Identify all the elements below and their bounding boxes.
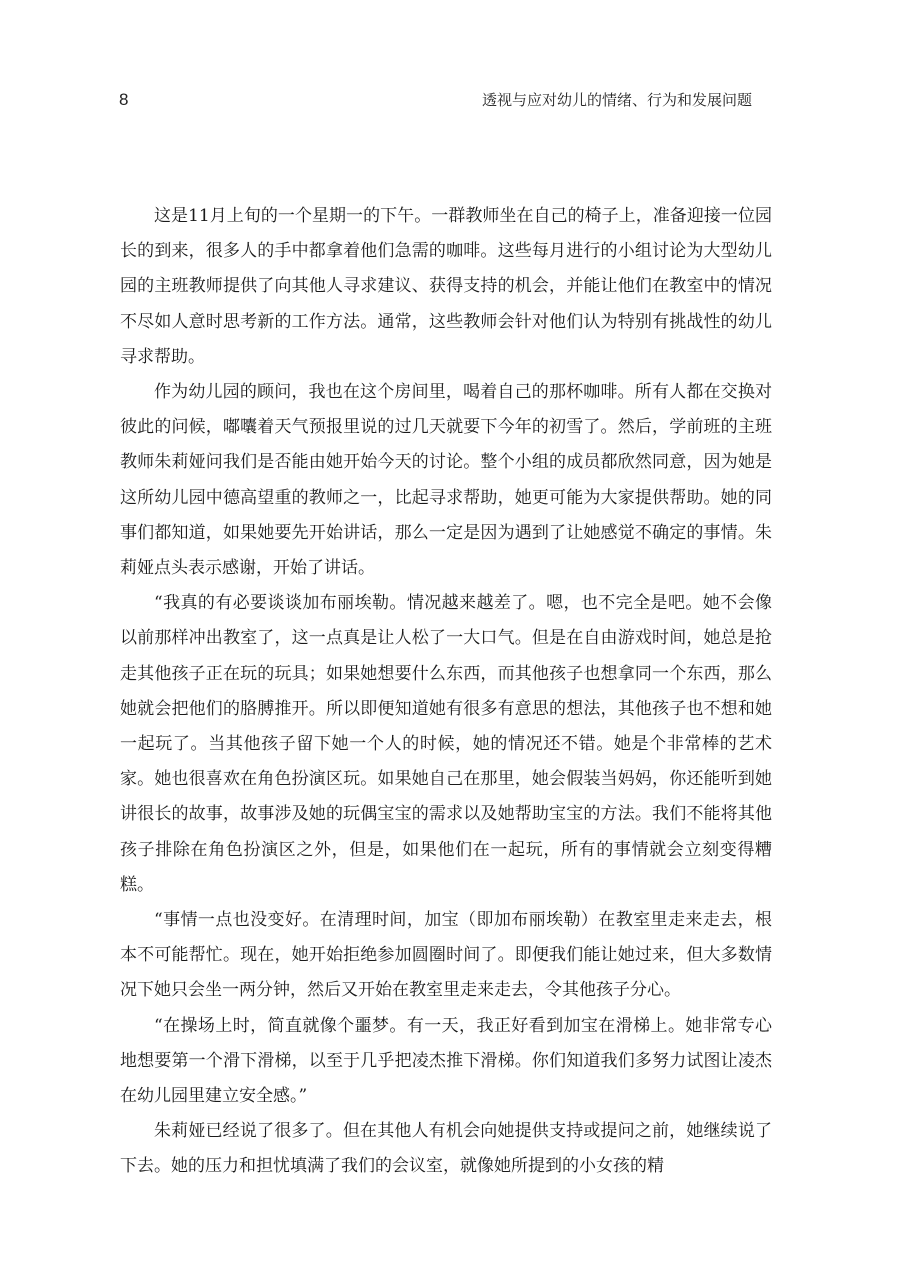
paragraph: “我真的有必要谈谈加布丽埃勒。情况越来越差了。嗯，也不完全是吧。她不会像以前那样冲出教室了，这一点真是让人松了一大口气。但是在自由游戏时间，她总是抢走其他孩子正在玩的玩具；如果她想要什么东西，而其他孩子也想拿同一个东西，那么她就会把他们的胳膊推开。所以即便知道她有很多有意思的想法，其他孩子也不想和她一起玩了。当其他孩子留下她一个人的时候，她的情况还不错。她是个非常棒的艺术家。她也很喜欢在角色扮演区玩。如果她自己在那里，她会假装当妈妈，你还能听到她讲很长的故事，故事涉及她的玩偶宝宝的需求以及她帮助宝宝的方法。我们不能将其他孩子排除在角色扮演区之外，但是，如果他们在一起玩，所有的事情就会立刻变得糟糕。 [120, 593, 772, 895]
page-number: 8 [119, 90, 129, 109]
body-text [120, 199, 772, 1185]
running-header-title: 透视与应对幼儿的情绪、行为和发展问题 [481, 91, 752, 109]
paragraph: 作为幼儿园的顾问，我也在这个房间里，喝着自己的那杯咖啡。所有人都在交换对彼此的问候，嘟囔着天气预报里说的过几天就要下今年的初雪了。然后，学前班的主班教师朱莉娅问我们是否能由她开始今天的讨论。整个小组的成员都欣然同意，因为她是这所幼儿园中德高望重的教师之一，比起寻求帮助，她更可能为大家提供帮助。她的同事们都知道，如果她要先开始讲话，那么一定是因为遇到了让她感觉不确定的事情。朱莉娅点头表示感谢，开始了讲话。 [120, 382, 772, 579]
paragraph: 这是11月上旬的一个星期一的下午。一群教师坐在自己的椅子上，准备迎接一位园长的到来，很多人的手中都拿着他们急需的咖啡。这些每月进行的小组讨论为大型幼儿园的主班教师提供了向其他人寻求建议、获得支持的机会，并能让他们在教室中的情况不尽如人意时思考新的工作方法。通常，这些教师会针对他们认为特别有挑战性的幼儿寻求帮助。 [120, 206, 772, 367]
paragraph: “事情一点也没变好。在清理时间，加宝（即加布丽埃勒）在教室里走来走去，根本不可能帮忙。现在，她开始拒绝参加圆圈时间了。即便我们能让她过来，但大多数情况下她只会坐一两分钟，然后又开始在教室里走来走去，令其他孩子分心。 [120, 910, 772, 1001]
paragraph: 朱莉娅已经说了很多了。但在其他人有机会向她提供支持或提问之前，她继续说了下去。她的压力和担忧填满了我们的会议室，就像她所提到的小女孩的精 [120, 1121, 772, 1177]
paragraph: “在操场上时，简直就像个噩梦。有一天，我正好看到加宝在滑梯上。她非常专心地想要第一个滑下滑梯，以至于几乎把凌杰推下滑梯。你们知道我们多努力试图让凌杰在幼儿园里建立安全感。” [120, 1015, 772, 1107]
